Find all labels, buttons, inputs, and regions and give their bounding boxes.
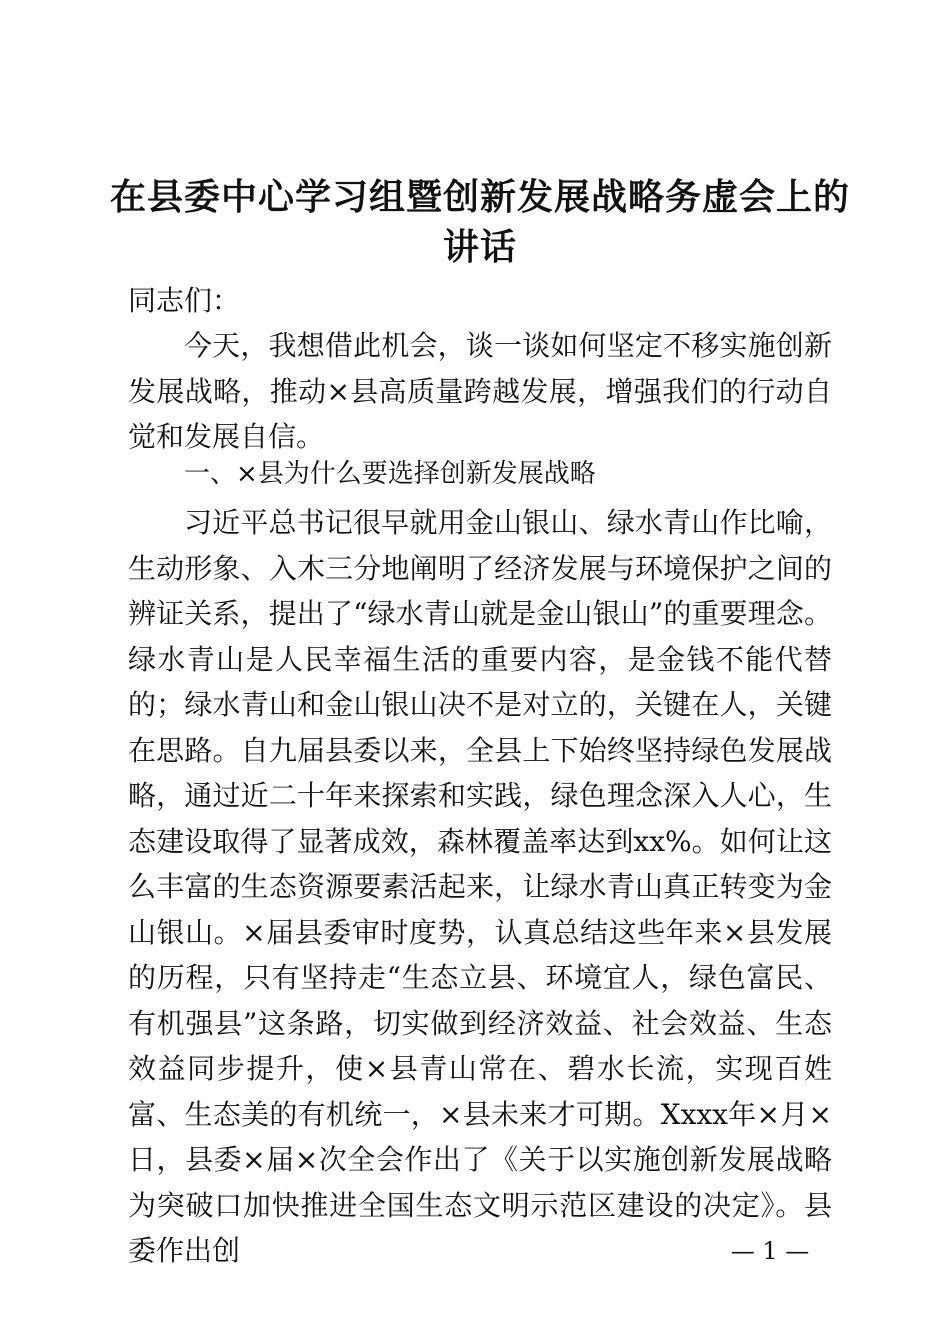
document-title-line-2: 讲话 [442,227,517,268]
page-number: — 1 — [730,1237,810,1265]
paragraph-intro: 今天，我想借此机会，谈一谈如何坚定不移实施创新发展战略，推动×县高质量跨越发展，增强我们的行动自觉和发展自信。 [128,329,832,453]
section-heading-1: 一、×县为什么要选择创新发展战略 [184,459,596,489]
paragraph-body: 习近平总书记很早就用金山银山、绿水青山作比喻，生动形象、入木三分地阐明了经济发展与环境保护之间的辨证关系，提出了“绿水青山就是金山银山”的重要理念。绿水青山是人民幸福生活的重要内容，是金钱不能代替的；绿水青山和金山银山决不是对立的，关键在人，关键在思路。自九届县委以来，全县上下始终坚持绿色发展战略，通过近二十年来探索和实践，绿色理念深入人心，生态建设取得了显著成效，森林覆盖率达到xx%。如何让这么丰富的生态资源要素活起来，让绿水青山真正转变为金山银山。×届县委审时度势，认真总结这些年来×县发展的历程，只有坚持走“生态立县、环境宜人，绿色富民、有机强县”这条路，切实做到经济效益、社会效益、生态效益同步提升，使×县青山常在、碧水长流，实现百姓富、生态美的有机统一，×县未来才可期。Xxxx年×月×日，县委×届×次全会作出了《关于以实施创新发展战略为突破口加快推进全国生态文明示范区建设的决定》。县委作出创 [128,506,832,1267]
document-title-line-1: 在县委中心学习组暨创新发展战略务虚会上的 [110,177,851,218]
salutation: 同志们： [128,284,241,317]
